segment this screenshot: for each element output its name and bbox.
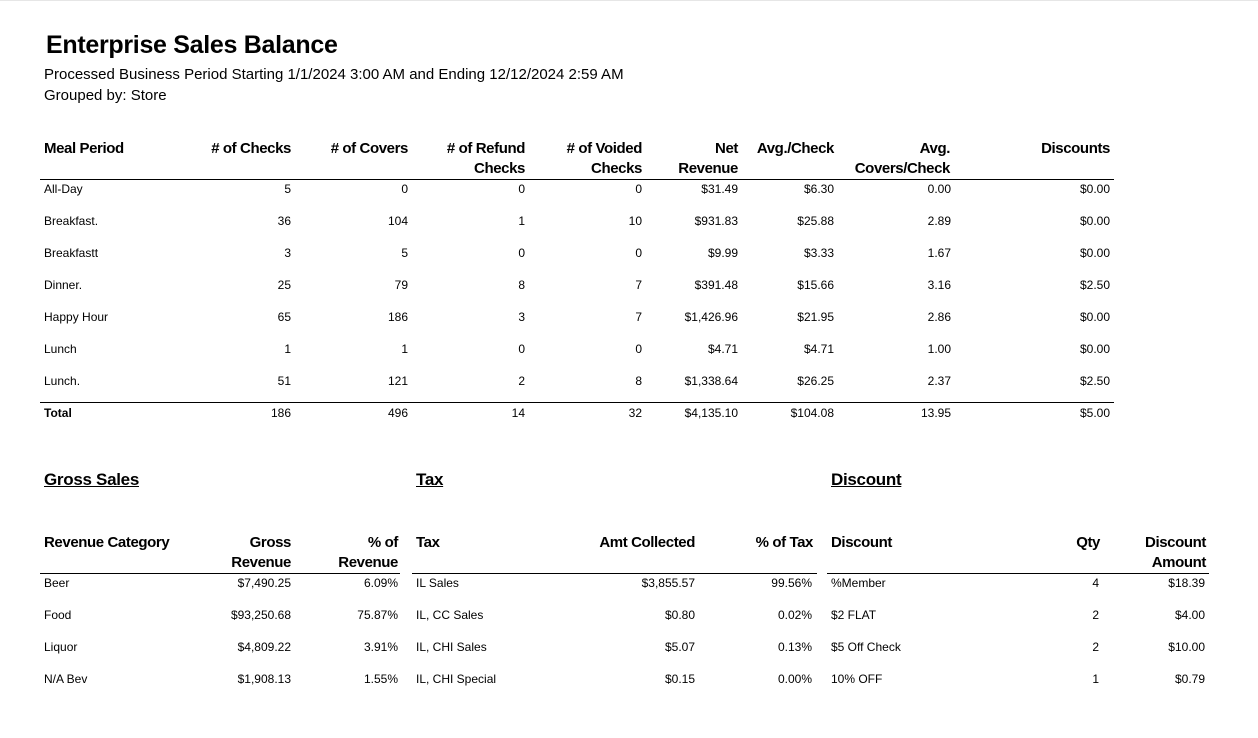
- avg-check-cell: $21.95: [797, 310, 834, 324]
- tax-name-cell: IL, CHI Sales: [416, 640, 487, 654]
- col-qty: Qty: [1076, 534, 1100, 551]
- tax-title: Tax: [416, 470, 444, 489]
- covers-cell: 0: [401, 182, 408, 196]
- avg-check-cell: $25.88: [797, 214, 834, 228]
- covers-cell: 121: [387, 374, 408, 388]
- tax-name-cell: IL, CHI Special: [416, 672, 497, 686]
- col-gross-revenue: [231, 533, 291, 573]
- checks-cell: 51: [277, 374, 291, 388]
- avg-check-cell: $4.71: [803, 342, 834, 356]
- col-refund: [447, 139, 525, 179]
- avg-check-cell: $15.66: [797, 278, 834, 292]
- col-avg-covers-line1: Avg.: [919, 140, 950, 157]
- gross-revenue-cell: $1,908.13: [237, 672, 291, 686]
- col-disc-amt-line1: Discount: [1145, 534, 1206, 551]
- col-refund-line2: Checks: [474, 160, 525, 177]
- voided-cell: 8: [635, 374, 642, 388]
- header-rule: [40, 179, 1114, 180]
- qty-cell: 2: [1092, 608, 1099, 622]
- discounts-cell: $2.50: [1079, 278, 1110, 292]
- refund-cell: 1: [518, 214, 525, 228]
- checks-cell: 5: [284, 182, 291, 196]
- amt-collected-cell: $5.07: [664, 640, 695, 654]
- voided-cell: 7: [635, 278, 642, 292]
- meal-period-cell: All-Day: [44, 182, 83, 196]
- total-meal-period-cell: Total: [44, 406, 72, 420]
- revenue-category-cell: Beer: [44, 576, 70, 590]
- net-revenue-cell: $931.83: [694, 214, 738, 228]
- amt-collected-cell: $0.15: [664, 672, 695, 686]
- amt-collected-cell: $0.80: [664, 608, 695, 622]
- discount-amount-cell: $4.00: [1174, 608, 1205, 622]
- avg-check-cell: $3.33: [803, 246, 834, 260]
- total-net-revenue-cell: $4,135.10: [684, 406, 738, 420]
- pct-tax-cell: 99.56%: [771, 576, 812, 590]
- pct-revenue-cell: 3.91%: [363, 640, 398, 654]
- discount-name-cell: 10% OFF: [831, 672, 883, 686]
- gross-sales-title: Gross Sales: [44, 470, 139, 489]
- avg-covers-cell: 1.00: [927, 342, 951, 356]
- revenue-category-cell: N/A Bev: [44, 672, 88, 686]
- voided-cell: 10: [628, 214, 642, 228]
- discounts-cell: $0.00: [1079, 214, 1110, 228]
- pct-tax-cell: 0.02%: [777, 608, 812, 622]
- discounts-cell: $0.00: [1079, 342, 1110, 356]
- gross-revenue-cell: $93,250.68: [230, 608, 291, 622]
- discount-amount-cell: $18.39: [1168, 576, 1205, 590]
- col-gross-line1: Gross: [249, 534, 291, 551]
- pct-tax-cell: 0.00%: [777, 672, 812, 686]
- voided-cell: 0: [635, 182, 642, 196]
- voided-cell: 7: [635, 310, 642, 324]
- pct-revenue-cell: 6.09%: [363, 576, 398, 590]
- col-revenue-category: Revenue Category: [44, 534, 170, 551]
- discounts-cell: $2.50: [1079, 374, 1110, 388]
- total-avg-check-cell: $104.08: [790, 406, 834, 420]
- gross-revenue-cell: $7,490.25: [237, 576, 291, 590]
- col-voided-line2: Checks: [591, 160, 642, 177]
- net-revenue-cell: $31.49: [701, 182, 738, 196]
- net-revenue-cell: $1,338.64: [684, 374, 738, 388]
- covers-cell: 186: [387, 310, 408, 324]
- col-avg-covers-line2: Covers/Check: [854, 160, 950, 177]
- col-net-revenue: [678, 139, 738, 179]
- col-avg-covers: [852, 139, 950, 179]
- covers-cell: 104: [387, 214, 408, 228]
- avg-covers-cell: 2.89: [927, 214, 951, 228]
- gross-header-rule: [40, 573, 400, 574]
- checks-cell: 3: [284, 246, 291, 260]
- report-grouping: Grouped by: Store: [44, 87, 167, 104]
- refund-cell: 0: [518, 342, 525, 356]
- discount-title: Discount: [831, 470, 902, 489]
- covers-cell: 79: [394, 278, 408, 292]
- checks-cell: 65: [277, 310, 291, 324]
- avg-covers-cell: 1.67: [927, 246, 951, 260]
- total-refund-cell: 14: [511, 406, 525, 420]
- meal-period-cell: Lunch.: [44, 374, 81, 388]
- col-avg-check: Avg./Check: [756, 140, 834, 157]
- col-refund-line1: # of Refund: [446, 140, 525, 157]
- qty-cell: 4: [1092, 576, 1099, 590]
- discount-name-cell: %Member: [831, 576, 886, 590]
- refund-cell: 8: [518, 278, 525, 292]
- total-checks-cell: 186: [270, 406, 291, 420]
- voided-cell: 0: [635, 246, 642, 260]
- discounts-cell: $0.00: [1079, 246, 1110, 260]
- col-disc-amt-line2: Amount: [1151, 554, 1206, 571]
- total-discounts-cell: $5.00: [1079, 406, 1110, 420]
- tax-name-cell: IL Sales: [416, 576, 459, 590]
- discount-amount-cell: $0.79: [1174, 672, 1205, 686]
- col-discounts: Discounts: [1041, 140, 1110, 157]
- qty-cell: 1: [1092, 672, 1099, 686]
- avg-covers-cell: 0.00: [927, 182, 951, 196]
- col-discount: Discount: [831, 534, 892, 551]
- col-voided: [567, 139, 642, 179]
- covers-cell: 1: [401, 342, 408, 356]
- refund-cell: 0: [518, 246, 525, 260]
- net-revenue-cell: $1,426.96: [684, 310, 738, 324]
- discounts-cell: $0.00: [1079, 310, 1110, 324]
- net-revenue-cell: $4.71: [707, 342, 738, 356]
- refund-cell: 0: [518, 182, 525, 196]
- voided-cell: 0: [635, 342, 642, 356]
- avg-check-cell: $6.30: [803, 182, 834, 196]
- tax-name-cell: IL, CC Sales: [416, 608, 484, 622]
- net-revenue-cell: $391.48: [694, 278, 738, 292]
- col-meal-period: Meal Period: [44, 140, 124, 157]
- refund-cell: 2: [518, 374, 525, 388]
- col-checks: # of Checks: [211, 140, 291, 157]
- discounts-cell: $0.00: [1079, 182, 1110, 196]
- col-net-line1: Net: [715, 140, 738, 157]
- qty-cell: 2: [1092, 640, 1099, 654]
- meal-period-cell: Breakfast.: [44, 214, 99, 228]
- checks-cell: 1: [284, 342, 291, 356]
- meal-period-cell: Happy Hour: [44, 310, 109, 324]
- meal-period-cell: Breakfastt: [44, 246, 99, 260]
- col-pct-rev-line2: Revenue: [338, 554, 398, 571]
- avg-check-cell: $26.25: [797, 374, 834, 388]
- covers-cell: 5: [401, 246, 408, 260]
- col-discount-amount: [1145, 533, 1206, 573]
- report-title: Enterprise Sales Balance: [46, 31, 338, 59]
- col-net-line2: Revenue: [678, 160, 738, 177]
- revenue-category-cell: Food: [44, 608, 72, 622]
- total-avg-covers-cell: 13.95: [920, 406, 951, 420]
- col-gross-line2: Revenue: [231, 554, 291, 571]
- col-pct-rev-line1: % of: [367, 534, 398, 551]
- pct-tax-cell: 0.13%: [777, 640, 812, 654]
- meal-period-cell: Lunch: [44, 342, 77, 356]
- total-rule: [40, 402, 1114, 403]
- discount-header-rule: [827, 573, 1209, 574]
- avg-covers-cell: 3.16: [927, 278, 951, 292]
- total-voided-cell: 32: [628, 406, 642, 420]
- revenue-category-cell: Liquor: [44, 640, 78, 654]
- discount-amount-cell: $10.00: [1168, 640, 1205, 654]
- col-pct-revenue: [338, 533, 398, 573]
- pct-revenue-cell: 1.55%: [363, 672, 398, 686]
- discount-name-cell: $2 FLAT: [831, 608, 877, 622]
- amt-collected-cell: $3,855.57: [641, 576, 695, 590]
- pct-revenue-cell: 75.87%: [357, 608, 398, 622]
- gross-revenue-cell: $4,809.22: [237, 640, 291, 654]
- meal-period-cell: Dinner.: [44, 278, 83, 292]
- col-covers: # of Covers: [330, 140, 408, 157]
- col-voided-line1: # of Voided: [566, 140, 642, 157]
- checks-cell: 36: [277, 214, 291, 228]
- tax-header-rule: [412, 573, 817, 574]
- avg-covers-cell: 2.86: [927, 310, 951, 324]
- discount-name-cell: $5 Off Check: [831, 640, 901, 654]
- col-amt-collected: Amt Collected: [599, 534, 695, 551]
- col-pct-tax: % of Tax: [755, 534, 813, 551]
- total-covers-cell: 496: [387, 406, 408, 420]
- net-revenue-cell: $9.99: [707, 246, 738, 260]
- refund-cell: 3: [518, 310, 525, 324]
- avg-covers-cell: 2.37: [927, 374, 951, 388]
- checks-cell: 25: [277, 278, 291, 292]
- col-tax: Tax: [416, 534, 440, 551]
- report-period: Processed Business Period Starting 1/1/2024 3:00 AM and Ending 12/12/2024 2:59 AM: [44, 66, 624, 83]
